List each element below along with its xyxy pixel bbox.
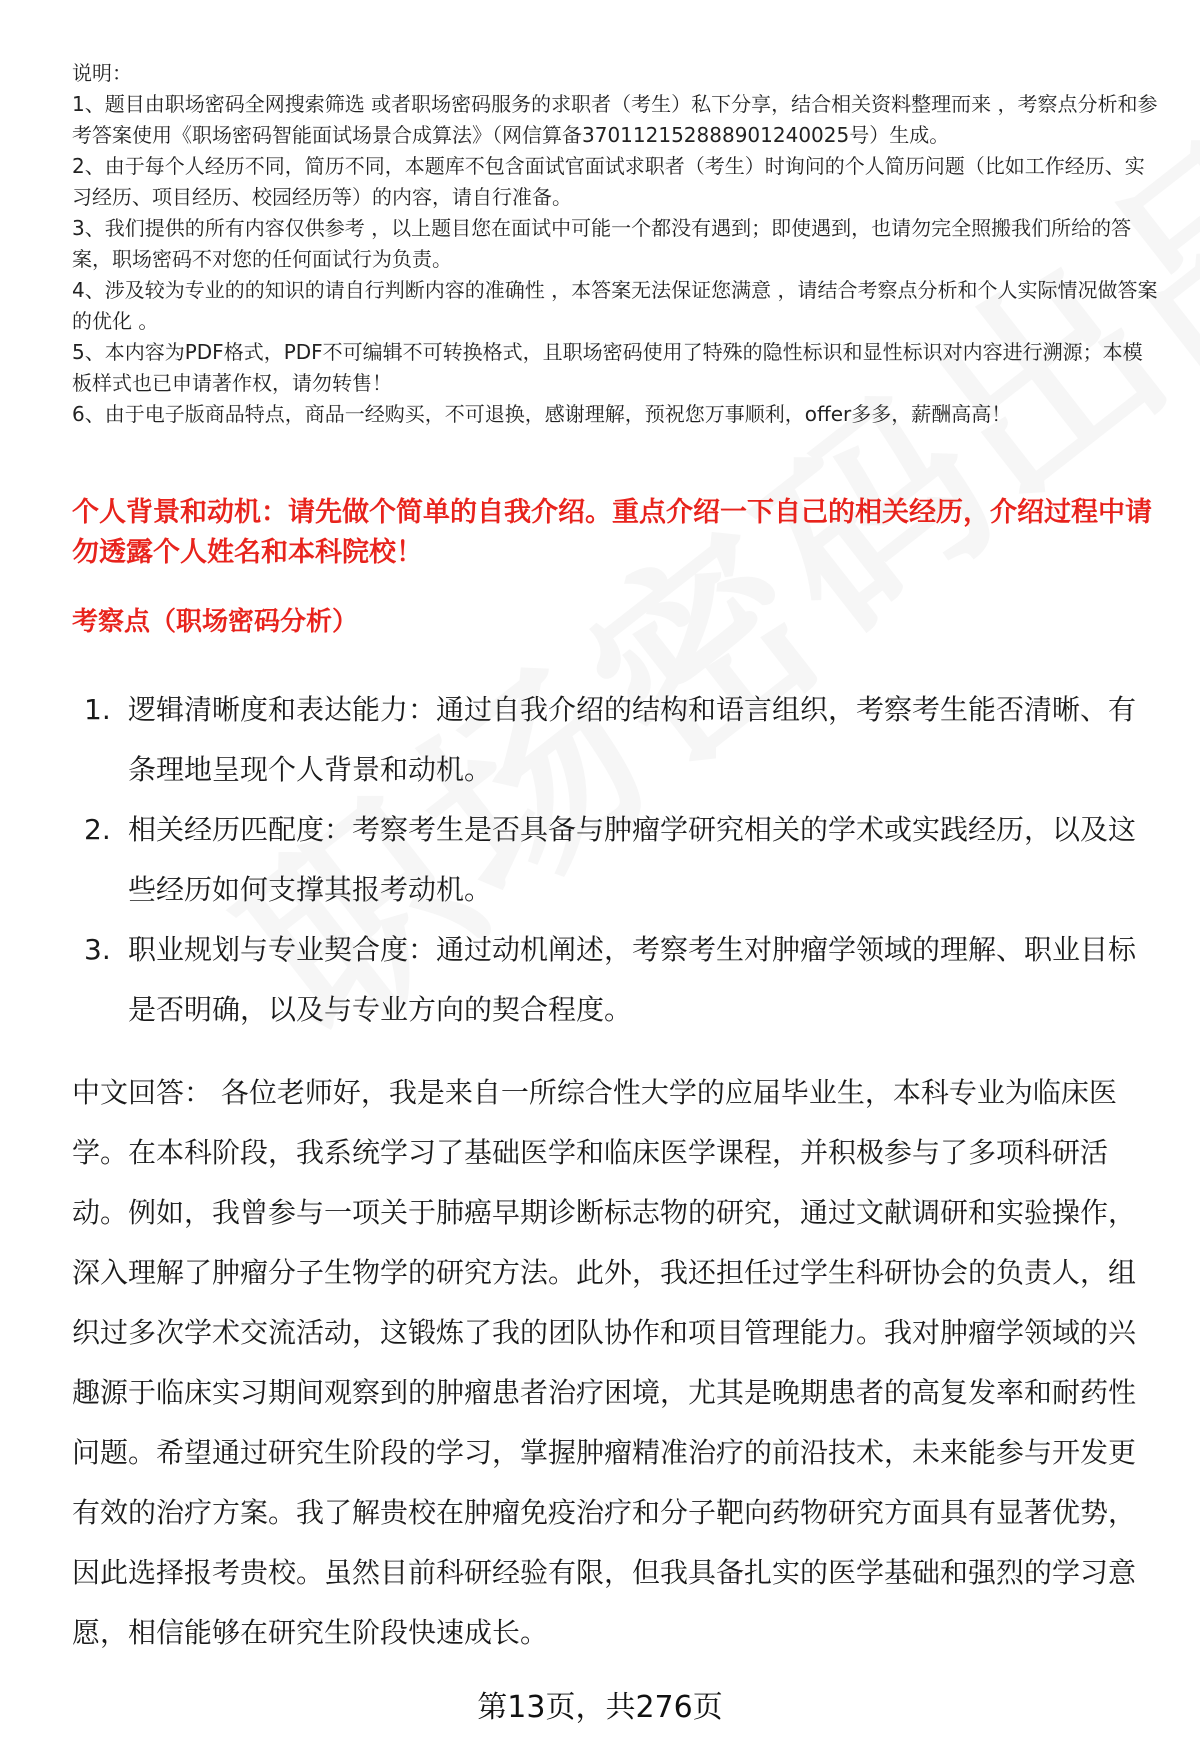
point-number: 2. (84, 813, 111, 846)
note-item-2: 2、由于每个人经历不同，简历不同，本题库不包含面试官面试求职者（考生）时询问的个人简历问题（比如工作经历、实习经历、项目经历、校园经历等）的内容，请自行准备。 (72, 154, 1145, 209)
point-text: 逻辑清晰度和表达能力：通过自我介绍的结构和语言组织，考察考生能否清晰、有条理地呈现个人背景和动机。 (128, 693, 1137, 786)
chinese-answer: 中文回答： 各位老师好，我是来自一所综合性大学的应届毕业生，本科专业为临床医学。在本科阶段，我系统学习了基础医学和临床医学课程，并积极参与了多项科研活动。例如，我曾参与一项关于肺癌早期诊断标志物的研究，通过文献调研和实验操作，深入理解了肿瘤分子生物学的研究方法。此外，我还担任过学生科研协会的负责人，组织过多次学术交流活动，这锻炼了我的团队协作和项目管理能力。我对肿瘤学领域的兴趣源于临床实习期间观察到的肿瘤患者治疗困境，尤其是晚期患者的高复发率和耐药性问题。希望通过研究生阶段的学习，掌握肿瘤精准治疗的前沿技术，未来能参与开发更有效的治疗方案。我了解贵校在肿瘤免疫治疗和分子靶向药物研究方面具有显著优势，因此选择报考贵校。虽然目前科研经验有限，但我具备扎实的医学基础和强烈的学习意愿，相信能够在研究生阶段快速成长。 (72, 1076, 1137, 1649)
analysis-point (84, 680, 1154, 800)
note-item-4: 4、涉及较为专业的的知识的请自行判断内容的准确性 ，本答案无法保证您满意 ，请结合考察点分析和个人实际情况做答案的优化 。 (72, 278, 1158, 333)
note-item-3: 3、我们提供的所有内容仅供参考 ，以上题目您在面试中可能一个都没有遇到；即使遇到，也请勿完全照搬我们所给的答案，职场密码不对您的任何面试行为负责。 (72, 216, 1132, 271)
analysis-point (84, 800, 1154, 920)
analysis-point (84, 920, 1154, 1040)
analysis-title: 考察点（职场密码分析） (72, 607, 359, 637)
interview-question: 个人背景和动机：请先做个简单的自我介绍。重点介绍一下自己的相关经历，介绍过程中请勿透露个人姓名和本科院校！ (72, 497, 1152, 568)
note-item-5: 5、本内容为PDF格式，PDF不可编辑不可转换格式，且职场密码使用了特殊的隐性标识和显性标识对内容进行溯源；本模板样式也已申请著作权，请勿转售！ (72, 340, 1143, 395)
disclaimer-notes (72, 58, 1162, 430)
point-number: 3. (84, 933, 111, 966)
point-text: 相关经历匹配度：考察考生是否具备与肿瘤学研究相关的学术或实践经历，以及这些经历如何支撑其报考动机。 (128, 813, 1137, 906)
point-text: 职业规划与专业契合度：通过动机阐述，考察考生对肿瘤学领域的理解、职业目标是否明确，以及与专业方向的契合程度。 (128, 933, 1137, 1026)
page-number: 第13页，共276页 (477, 1690, 723, 1725)
notes-heading: 说明： (72, 61, 132, 85)
note-item-1: 1、题目由职场密码全网搜索筛选 或者职场密码服务的求职者（考生）私下分享，结合相关资料整理而来 ，考察点分析和参考答案使用《职场密码智能面试场景合成算法》（网信算备370112152888901240025号）生成。 (72, 92, 1158, 147)
point-number: 1. (84, 693, 111, 726)
note-item-6: 6、由于电子版商品特点，商品一经购买，不可退换，感谢理解，预祝您万事顺利，offer多多，薪酬高高！ (72, 402, 1012, 426)
analysis-points (84, 680, 1154, 1040)
